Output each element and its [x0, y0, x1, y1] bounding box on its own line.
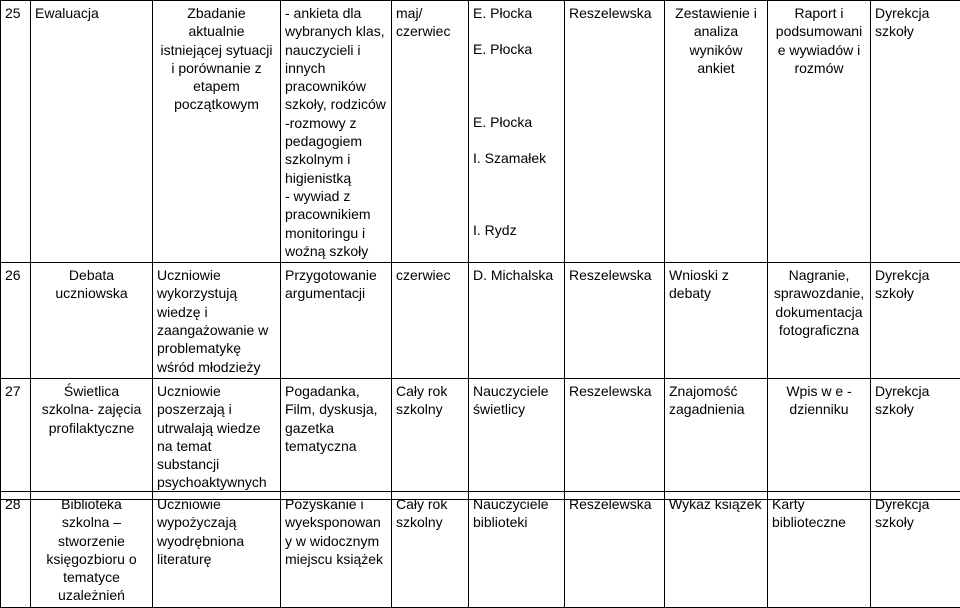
forms-cell: - ankieta dla wybranych klas, nauczycieli i innych pracowników szkoły, rodziców -rozmowy z pedagogiem szkolnym i higienistką - wywiad z pracownikiem monitoringu i woźną szkoły	[281, 1, 392, 263]
executor-name: E. Płocka	[473, 113, 560, 131]
responsible-cell: Dyrekcja szkoły	[871, 492, 960, 608]
table-row	[1, 1, 960, 263]
executors-cell	[469, 1, 565, 263]
executor-name: I. Rydz	[473, 221, 560, 239]
deadline-cell: Cały rok szkolny	[392, 378, 469, 499]
task-cell: Biblioteka szkolna – stworzenie księgozbioru o tematyce uzależnień	[31, 492, 153, 608]
deadline-cell: czerwiec	[392, 263, 469, 379]
forms-cell: Pogadanka, Film, dyskusja, gazetka tematyczna	[281, 378, 392, 499]
row-number: 25	[1, 1, 31, 263]
evaluation-cell: Karty biblioteczne	[768, 492, 871, 608]
effects-cell: Zestawienie i analiza wyników ankiet	[665, 1, 768, 263]
task-cell: Świetlica szkolna- zajęcia profilaktyczne	[31, 378, 153, 499]
table-row	[1, 378, 960, 499]
effects-cell: Wnioski z debaty	[665, 263, 768, 379]
task-cell: Debata uczniowska	[31, 263, 153, 379]
responsible-cell: Dyrekcja szkoły	[871, 1, 960, 263]
executor-name: E. Płocka	[473, 4, 560, 22]
goal-cell: Uczniowie wykorzystują wiedzę i zaangażowanie w problematykę wśród młodzieży	[153, 263, 281, 379]
forms-cell: Przygotowanie argumentacji	[281, 263, 392, 379]
effects-cell: Wykaz książek	[665, 492, 768, 608]
task-cell: Ewaluacja	[31, 1, 153, 263]
executor-name: I. Szamałek	[473, 149, 560, 167]
executors-cell: Nauczyciele świetlicy	[469, 378, 565, 499]
deadline-cell: Cały rok szkolny	[392, 492, 469, 608]
forms-cell: Pozyskanie i wyeksponowan y w widocznym miejscu książek	[281, 492, 392, 608]
executor-name: E. Płocka	[473, 40, 560, 58]
table-row	[1, 263, 960, 379]
row-number: 27	[1, 378, 31, 499]
effects-cell: Znajomość zagadnienia	[665, 378, 768, 499]
activities-table-lower	[0, 491, 960, 608]
evaluation-cell: Wpis w e - dzienniku	[768, 378, 871, 499]
deadline-cell: maj/ czerwiec	[392, 1, 469, 263]
evaluation-cell: Nagranie, sprawozdanie, dokumentacja fotograficzna	[768, 263, 871, 379]
row-number: 26	[1, 263, 31, 379]
supervisor-cell: Reszelewska	[565, 1, 665, 263]
row-number: 28	[1, 492, 31, 608]
evaluation-cell: Raport i podsumowani e wywiadów i rozmów	[768, 1, 871, 263]
executors-cell: Nauczyciele biblioteki	[469, 492, 565, 608]
responsible-cell: Dyrekcja szkoły	[871, 263, 960, 379]
goal-cell: Uczniowie poszerzają i utrwalają wiedze na temat substancji psychoaktywnych	[153, 378, 281, 499]
supervisor-cell: Reszelewska	[565, 492, 665, 608]
goal-cell: Uczniowie wypożyczają wyodrębniona literaturę	[153, 492, 281, 608]
table-row	[1, 492, 960, 608]
goal-cell: Zbadanie aktualnie istniejącej sytuacji i porównanie z etapem początkowym	[153, 1, 281, 263]
supervisor-cell: Reszelewska	[565, 378, 665, 499]
executors-cell: D. Michalska	[469, 263, 565, 379]
responsible-cell: Dyrekcja szkoły	[871, 378, 960, 499]
supervisor-cell: Reszelewska	[565, 263, 665, 379]
